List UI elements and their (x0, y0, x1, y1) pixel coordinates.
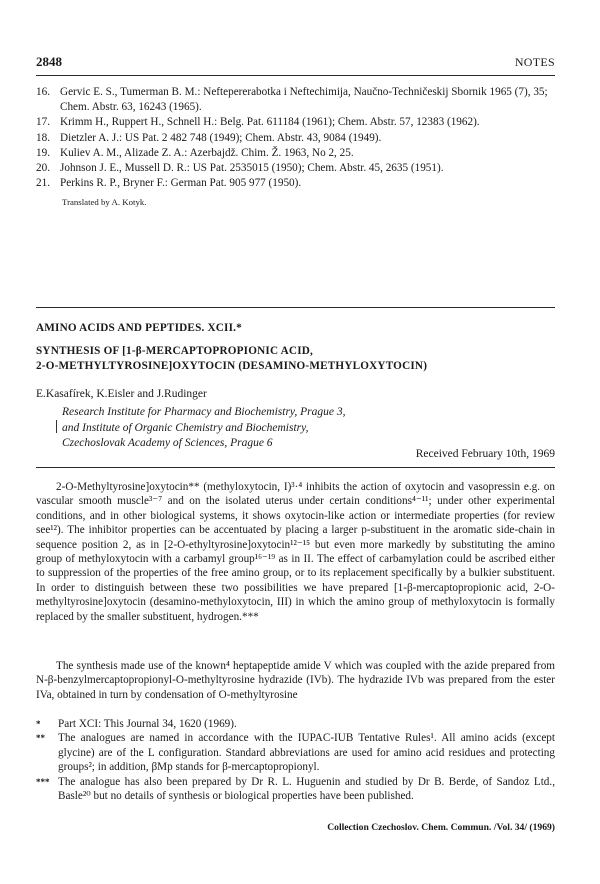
section-name: NOTES (514, 55, 555, 69)
journal-footer: Collection Czechoslov. Chem. Commun. /Vol. 34/ (1969) (327, 822, 555, 833)
article-title-line: SYNTHESIS OF [1-β-MERCAPTOPROPIONIC ACID, (36, 345, 314, 357)
reference-item: 21. Perkins R. P., Bryner F.: German Pat. 905 977 (1950). (36, 177, 302, 190)
footnote-text: Part XCI: This Journal 34, 1620 (1969). (58, 718, 237, 730)
translator-note: Translated by A. Kotyk. (62, 197, 147, 207)
footnote (36, 717, 555, 731)
received-rule (36, 467, 555, 468)
page-number: 2848 (36, 54, 62, 69)
footnote-mark: * (36, 719, 41, 729)
footnote-text: The analogues are named in accordance with the IUPAC-IUB Tentative Rules¹. All amino acids (except glycine) are of the L configuration. Standard abbreviations are used for amino acid residues and protecting groups²; in addition, βMp stands for β-mercaptopropionyl. (58, 732, 555, 774)
affiliation-line: Czechoslovak Academy of Sciences, Prague 6 (62, 437, 273, 449)
footnote (36, 775, 555, 804)
affiliation-bar (56, 420, 57, 433)
section-divider (36, 307, 555, 308)
received-date: Received February 10th, 1969 (415, 448, 555, 460)
footnote (36, 731, 555, 774)
article-title-line: 2-O-METHYLTYROSINE]OXYTOCIN (DESAMINO-METHYLOXYTOCIN) (36, 360, 428, 372)
reference-item: 18. Dietzler A. J.: US Pat. 2 482 748 (1949); Chem. Abstr. 43, 9084 (1949). (36, 131, 382, 144)
affiliation-line: Research Institute for Pharmacy and Biochemistry, Prague 3, (62, 406, 346, 418)
reference-item: 20. Johnson J. E., Mussell D. R.: US Pat. 2535015 (1950); Chem. Abstr. 45, 2635 (1951). (36, 162, 444, 175)
affiliation (62, 405, 502, 452)
header-rule (36, 75, 555, 76)
article-title (36, 344, 555, 374)
series-title: AMINO ACIDS AND PEPTIDES. XCII.* (36, 322, 242, 334)
footnotes (36, 717, 555, 803)
footnote-text: The analogue has also been prepared by Dr R. L. Huguenin and studied by Dr B. Berde, of Sandoz Ltd., Basle²⁰ but no details of synthesis or biological properties have been published. (58, 775, 555, 803)
running-header (36, 54, 555, 72)
body-paragraph: The synthesis made use of the known⁴ heptapeptide amide V which was coupled with the azide prepared from N-β-benzylmercaptopropionyl-O-methyltyrosine hydrazide (IVb). The hydrazide IVb was prepared from the ester IVa, obtained in turn by condensation of O-methyltyrosine (36, 660, 555, 701)
reference-item: 19. Kuliev A. M., Alizade Z. A.: Azerbajdž. Chim. Ž. 1963, No 2, 25. (36, 146, 354, 159)
authors: E.Kasafírek, K.Eisler and J.Rudinger (36, 388, 207, 400)
reference-item: 17. Krimm H., Ruppert H., Schnell H.: Belg. Pat. 611184 (1961); Chem. Abstr. 57, 12383 (1962). (36, 116, 480, 129)
footnote-mark: *** (36, 776, 50, 787)
footnote-mark: ** (36, 733, 45, 744)
reference-item: 16. Gervic E. S., Tumerman B. M.: Neftepererabotka i Neftechimija, Naučno-Techničeskij Sbornik 1965 (7), 35; Chem. Abstr. 63, 16243 (1965). (36, 86, 548, 114)
affiliation-line: and Institute of Organic Chemistry and Biochemistry, (62, 421, 309, 434)
reference-list (36, 85, 555, 191)
body-paragraph: 2-O-Methyltyrosine]oxytocin** (methyloxytocin, I)³·⁴ inhibits the action of oxytocin and vasopressin e.g. on vascular smooth muscle³⁻⁷ and on the isolated uterus under certain conditions⁴⁻¹¹; under other experimental conditions, and in other biological systems, it shows oxytocin-like action or intermediate properties (for review see¹²). The inhibitor properties can be accentuated by placing a larger p-substituent in the aromatic side-chain in sequence position 2, as in [2-O-ethyltyrosine]oxytocin¹²⁻¹⁵ but even more markedly by substituting the amino group of methyloxytocin with a carbamyl group¹⁶⁻¹⁹ as in II. The effect of carbamylation could be ascribed either to suppression of the properties of the free amino group, or to its replacement specifically by a bulkier substituent. In order to distinguish between these two possibilities we have prepared [1-β-mercaptopropionic acid, 2-O-methyltyrosine]oxytocin (desamino-methyloxytocin, III) in which the amino group of methyloxytocin is formally replaced by the smaller substituent, hydrogen.*** (36, 481, 555, 623)
